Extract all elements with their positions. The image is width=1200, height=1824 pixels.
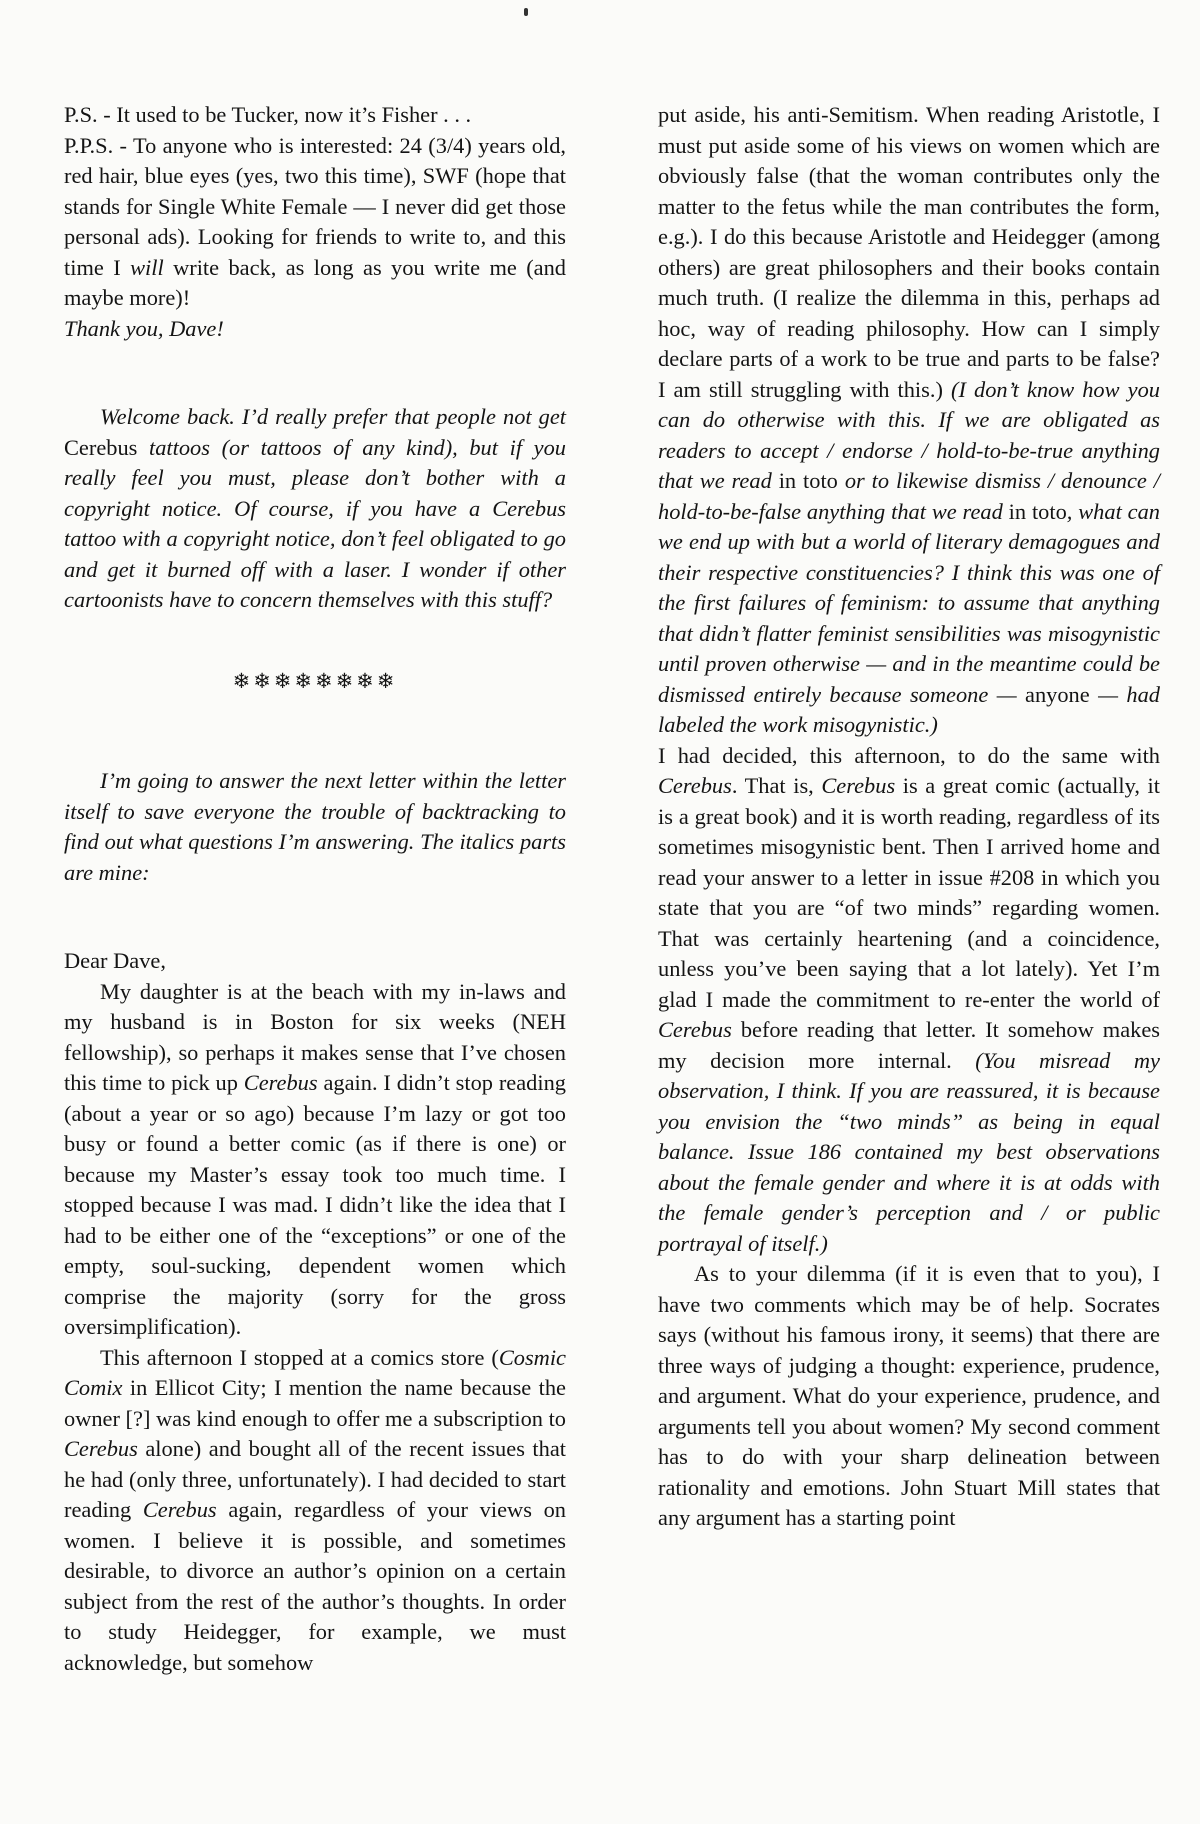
letter-paragraph-1: My daughter is at the beach with my in-laws and my husband is in Boston for six weeks (NEH fellowship), so perhaps it makes sense that I’ve chosen this time to pick up Cerebus again. I didn’t stop reading (about a year or so ago) because I’m lazy or got too busy or found a better comic (as if there is one) or because my Master’s essay took too much time. I stopped because I was mad. I didn’t like the idea that I had to be either one of the “exceptions” or one of the empty, soul-sucking, dependent women which comprise the majority (sorry for the gross oversimplification). [64, 978, 566, 1339]
editor-reply-tattoo: Welcome back. I’d really prefer that people not get Cerebus tattoos (or tattoos of any kind), but if you really feel you must, please don’t bother with a copyright notice. Of course, if you have a Cerebus tattoo with a copyright notice, don’t feel obligated to go and get it burned off with a laser. I wonder if other cartoonists have to concern themselves with this stuff? [64, 404, 566, 612]
letter-paragraph-4: I had decided, this afternoon, to do the same with Cerebus. That is, Cerebus is a great comic (actually, it is a great book) and it is worth reading, regardless of its sometimes misogynistic bent. Then I arrived home and read your answer to a letter in issue #208 in which you state that you are “of two minds” regarding women. That was certainly heartening (and a coincidence, unless you’ve been saying that a lot lately). Yet I’m glad I made the commitment to re-enter the world of Cerebus before reading that letter. It somehow makes my decision more internal. (You misread my observation, I think. If you are reassured, it is because you envision the “two minds” as being in equal balance. Issue 186 contained my best observations about the female gender and where it is at odds with the female gender’s perception and / or public portrayal of itself.) [658, 742, 1160, 1256]
salutation: Dear Dave, [64, 948, 166, 973]
left-column [64, 100, 566, 1678]
ps-line: P.S. - It used to be Tucker, now it’s Fisher . . . [64, 102, 472, 127]
signoff: Thank you, Dave! [64, 315, 224, 341]
letter-paragraph-5: As to your dilemma (if it is even that to you), I have two comments which may be of help. Socrates says (without his famous irony, it seems) that there are three ways of judging a thought: experience, prudence, and argument. What do your experience, prudence, and arguments tell you about women? My second comment has to do with your sharp delineation between rationality and emotions. John Stuart Mill states that any argument has a starting point [658, 1261, 1160, 1530]
print-speck [524, 8, 528, 16]
section-separator: ❄❄❄❄❄❄❄❄ [232, 668, 398, 693]
letter-paragraph-3: put aside, his anti-Semitism. When reading Aristotle, I must put aside some of his views on women which are obviously false (that the woman contributes only the matter to the fetus while the man contributes the form, e.g.). I do this because Aristotle and Heidegger (among others) are great philosophers and their books contain much truth. (I realize the dilemma in this, perhaps ad hoc, way of reading philosophy. How can I simply declare parts of a work to be true and parts to be false? I am still struggling with this.) (I don’t know how you can do otherwise with this. If we are obligated as readers to accept / endorse / hold-to-be-true anything that we read in toto or to likewise dismiss / denounce / hold-to-be-false anything that we read in toto, what can we end up with but a world of literary demagogues and their respective constituencies? I think this was one of the first failures of feminism: to assume that anything that didn’t flatter feminist sensibilities was misogynistic until proven otherwise — and in the meantime could be dismissed entirely because someone — anyone — had labeled the work misogynistic.) [658, 102, 1160, 737]
pps-paragraph: P.P.S. - To anyone who is interested: 24 (3/4) years old, red hair, blue eyes (yes, two this time), SWF (hope that stands for Single White Female — I never did get those personal ads). Looking for friends to write to, and this time I will write back, as long as you write me (and maybe more)! [64, 132, 566, 310]
right-column [658, 100, 1160, 1534]
editor-intro: I’m going to answer the next letter within the letter itself to save everyone the trouble of backtracking to find out what questions I’m answering. The italics parts are mine: [64, 768, 566, 885]
letter-paragraph-2: This afternoon I stopped at a comics store (Cosmic Comix in Ellicot City; I mention the name because the owner [?] was kind enough to offer me a subscription to Cerebus alone) and bought all of the recent issues that he had (only three, unfortunately). I had decided to start reading Cerebus again, regardless of your views on women. I believe it is possible, and sometimes desirable, to divorce an author’s opinion on a certain subject from the rest of the author’s thoughts. In order to study Heidegger, for example, we must acknowledge, but somehow [64, 1344, 567, 1675]
